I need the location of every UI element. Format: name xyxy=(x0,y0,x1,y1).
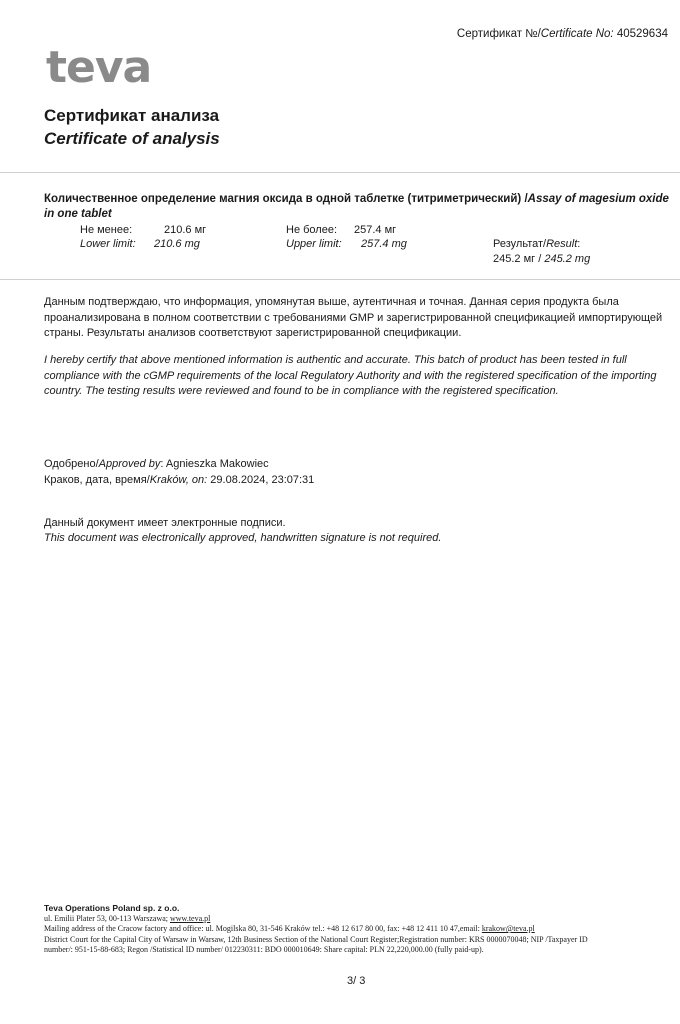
teva-logo: teva xyxy=(46,42,152,93)
approval-place-date: Краков, дата, время/Kraków, on: 29.08.2024, 23:07:31 xyxy=(44,474,315,486)
approver-name: Agnieszka Makowiec xyxy=(163,458,269,470)
divider-bottom xyxy=(0,279,680,280)
esign-note-en: This document was electronically approved, handwritten signature is not required. xyxy=(44,532,442,544)
certificate-number xyxy=(457,28,668,40)
footer-register: District Court for the Capital City of Warsaw in Warsaw, 12th Business Section of the National Court Register;Registration number: KRS 0000070048; NIP /Taxpayer ID xyxy=(44,935,588,944)
cert-no-label-ru: Сертификат №/ xyxy=(456,28,541,40)
assay-title-en: Assay of magesium oxide in one tablet xyxy=(44,193,669,220)
statement-en: I hereby certify that above mentioned information is authentic and accurate. This batch of product has been tested in full compliance with the cGMP requirements of the local Regulatory Authority and with the registered specification of the importing country. The testing results were reviewed and found to be in compliance with the registered specification. xyxy=(44,354,657,397)
upper-limit-value-ru: 257.4 мг xyxy=(354,224,397,236)
page-number: 3/ 3 xyxy=(347,975,366,987)
footer-website-link[interactable]: www.teva.pl xyxy=(170,914,211,923)
approved-by: Одобрено/Approved by: Agnieszka Makowiec xyxy=(44,458,269,470)
page-title-en: Certificate of analysis xyxy=(44,129,220,148)
footer-mailing: Mailing address of the Cracow factory and office: ul. Mogilska 80, 31-546 Kraków tel.: +48 12 617 80 00, fax: +48 12 411 10 47,email: krakow@teva.pl xyxy=(44,924,535,933)
assay-title-ru: Количественное определение магния оксида в одной таблетке (титриметрический) / xyxy=(44,193,528,205)
lower-limit-value-en: 210.6 mg xyxy=(154,238,200,250)
divider-top xyxy=(0,172,680,173)
upper-limit-value-en: 257.4 mg xyxy=(361,238,407,250)
cert-no-value: 40529634 xyxy=(613,28,668,40)
assay-title xyxy=(44,192,680,222)
lower-limit-label-en: Lower limit: xyxy=(80,238,136,250)
lower-limit-label-ru: Не менее: xyxy=(80,224,133,236)
footer-ids: number/: 951-15-88-683; Regon /Statistical ID number/ 012230311: BDO 000010649: Share capital: PLN 22,220,000.00 (fully paid-up). xyxy=(44,945,484,954)
approval-datetime: 29.08.2024, 23:07:31 xyxy=(207,474,315,486)
footer-address: ul. Emilii Plater 53, 00-113 Warszawa; www.teva.pl xyxy=(44,914,211,923)
upper-limit-label-ru: Не более: xyxy=(286,224,338,236)
cert-no-label-en: Certificate No: xyxy=(540,28,614,40)
footer-email-link[interactable]: krakow@teva.pl xyxy=(481,924,535,933)
result-label: Результат/Result: xyxy=(493,238,581,250)
footer-company: Teva Operations Poland sp. z o.o. xyxy=(44,903,180,913)
statement-ru: Данным подтверждаю, что информация, упомянутая выше, аутентичная и точная. Данная серия продукта была проанализирована в полном соответствии с требованиями GMP и зарегистрированной спецификацией импортирующей страны. Результаты анализов соответствуют зарегистрированной спецификации. xyxy=(44,296,663,339)
result-value: 245.2 мг / 245.2 mg xyxy=(493,253,591,265)
esign-note-ru: Данный документ имеет электронные подписи. xyxy=(44,517,286,529)
page-title-ru: Сертификат анализа xyxy=(44,106,220,125)
lower-limit-value-ru: 210.6 мг xyxy=(164,224,207,236)
upper-limit-label-en: Upper limit: xyxy=(286,238,342,250)
